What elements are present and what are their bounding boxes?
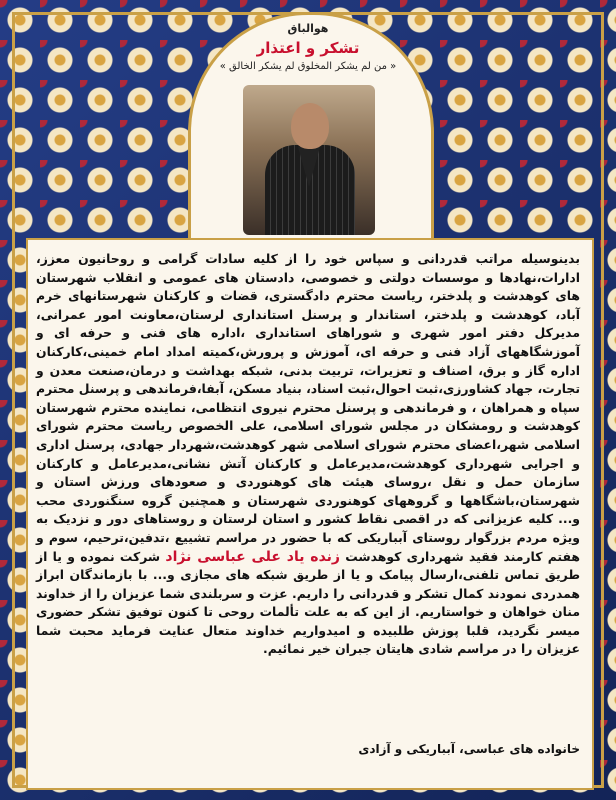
portrait-head [291,103,329,149]
message-body [36,250,580,659]
motto: « من لم یشکر المخلوق لم یشکر الخالق » [219,61,397,72]
deceased-name: زنده یاد علی عباسی نژاد [165,548,340,565]
signature: خانواده های عباسی، آبباریکی و آزادی [358,742,580,756]
message-part-2: شرکت نموده و یا از طریق تماس تلفنی،ارسال پیامک و یا از طریق شبکه های مجازی و... با بازماندگان ابراز همدردی نمودند کمال تشکر و قدردانی را داریم. عزت و سربلندی شما عزیزان را از خداوند منان خواهان و خواستاریم. از این که به علت تألمات روحی تا کنون توفیق تشکر حضوری میسر نگردید، قلبا پوزش طلبیده و امیدواریم خداوند متعال عنایت فرماید محبت شما عزیزان را در مراسم شادی هایتان جبران خیر نمائیم. [36,548,580,657]
invocation: هوالباق [287,22,329,35]
portrait-photo [243,85,375,235]
page-title: تشکر و اعتذار [256,39,360,57]
message-part-1: بدینوسیله مراتب قدردانی و سپاس خود را از کلیه سادات گرامی و روحانیون معزز، ادارات،نهادها و موسسات دولتی و خصوصی، دادستان های عمومی و انقلاب شهرستان های کوهدشت و پلدختر، ریاست محترم دادگستری، قضات و کارکنان شهرستانهای خرم آباد، کوهدشت و پلدختر، استاندار و پرسنل استانداری لرستان،معاونت امور عمرانی، مدیرکل دفتر امور شهری و شوراهای استانداری ،اداره های فنی و حرفه ای و آموزشگاههای آزاد فنی و حرفه ای، آموزش و پرورش،کمیته امداد امام خمینی،کارکنان اداره گاز و برق، اصناف و تعزیرات، تربیت بدنی، شبکه بهداشت و درمان،صنعت معدن و تجارت، جهاد کشاورزی،ثبت احوال،ثبت اسناد، بنیاد مسکن، آبفا،فرماندهی و پرسنل محترم سپاه و همراهان ، و فرماندهی و پرسنل محترم نیروی انتظامی، نماینده محترم شهرستان کوهدشت و رومشکان در مجلس شورای اسلامی، علی الخصوص ریاست محترم شورای اسلامی شهر،اعضای محترم شورای اسلامی شهر کوهدشت،شهردار جهادی، پرسنل اداری و اجرایی شهرداری کوهدشت،مدیرعامل و کارکنان آتش نشانی،مدیرعامل و کارکنان سازمان حمل و نقل ،روسای هیئت های کوهنوردی و صعودهای ورزش استان و شهرستان،باشگاهها و گروههای کوهنوردی شهرستان و همچنین گروه سنگنوردی محب و... کلیه عزیزانی که در اقصی نقاط کشور و استان لرستان و روستاهای دور و نزدیک به ویژه مردم بزرگوار روستای آبباریکی که با حضور در مراسم تشییع ،تدفین،ترحیم، سوم و هفتم کارمند فقید شهرداری کوهدشت [36,251,580,564]
header [188,14,428,72]
